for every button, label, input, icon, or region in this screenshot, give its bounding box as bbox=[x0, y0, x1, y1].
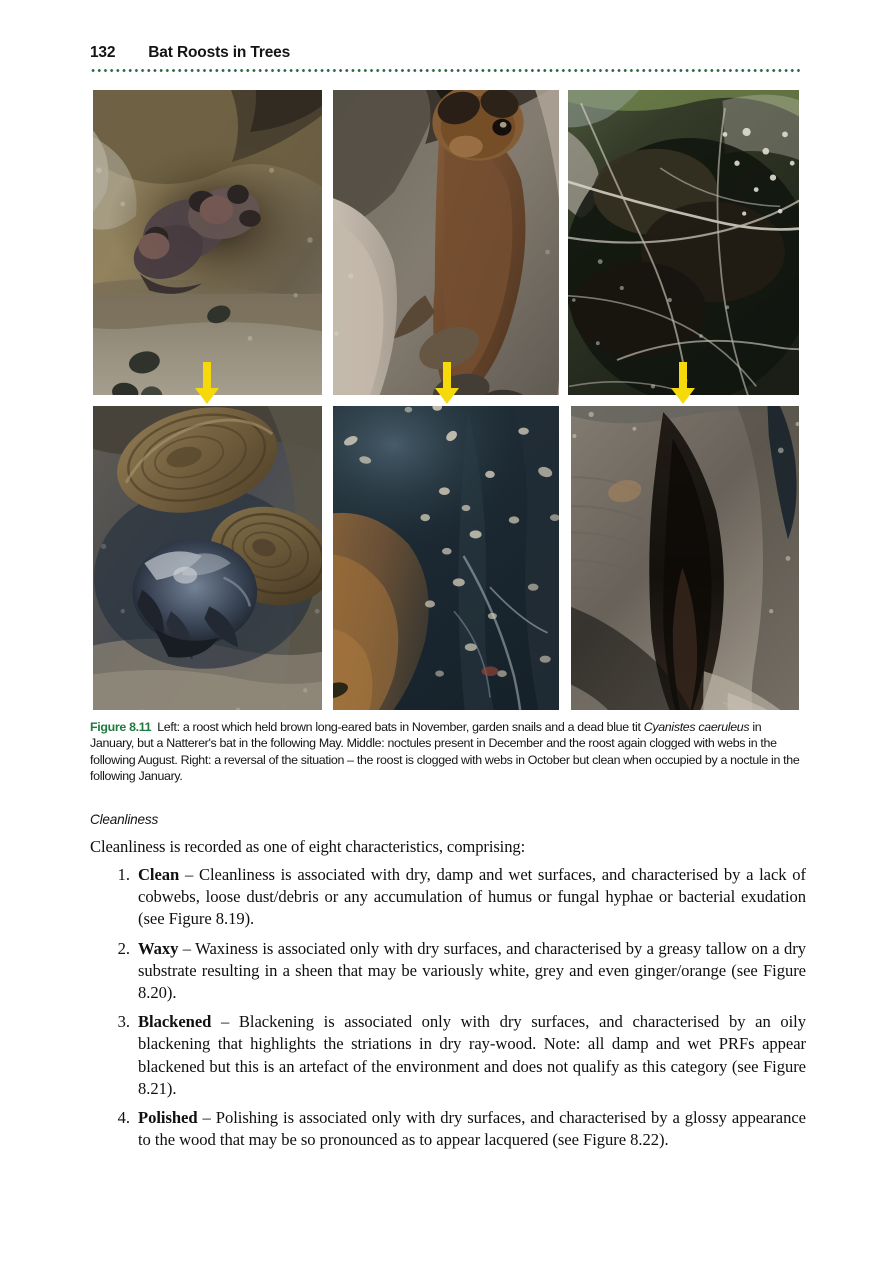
list-item bbox=[90, 1107, 806, 1151]
figure-photo-bottom-middle bbox=[333, 406, 559, 710]
section-intro-paragraph: Cleanliness is recorded as one of eight characteristics, comprising: bbox=[90, 837, 526, 856]
list-item bbox=[90, 938, 806, 1005]
list-item-term: Polished bbox=[138, 1108, 198, 1128]
list-item bbox=[90, 1011, 806, 1100]
header-dotted-rule bbox=[90, 69, 802, 72]
arrow-down-icon bbox=[434, 362, 460, 404]
figure-photo-bottom-left bbox=[93, 406, 322, 710]
list-item-text: – Cleanliness is associated with dry, damp and wet surfaces, and characterised by a lack of cobwebs, loose dust/debris or any accumulation of humus or fungal hyphae or bacterial exudation (see Figure 8.19). bbox=[138, 865, 806, 929]
figure-photo-top-left bbox=[93, 90, 322, 395]
list-item-term: Clean bbox=[138, 865, 180, 884]
list-item-text: – Polishing is associated only with dry surfaces, and characterised by a glossy appearance to the wood that may be so pronounced as to appear lacquered (see Figure 8.22). bbox=[138, 1108, 806, 1150]
arrow-down-icon bbox=[670, 362, 696, 404]
list-item-text: – Blackening is associated only with dry surfaces, and characterised by an oily blackening that highlights the striations in dry ray-wood. Note: all damp and wet PRFs appear blackened but this is an artefact of the environment and does not qualify as this category (see Figure 8.21). bbox=[138, 1012, 806, 1098]
list-item-term: Waxy bbox=[138, 938, 179, 958]
figure-image-grid bbox=[90, 90, 802, 710]
down-arrow-left bbox=[194, 362, 220, 404]
list-item bbox=[90, 864, 806, 931]
figure-caption-part2: in January, but a Natterer's bat in the following May. Middle: noctules present in December and the roost again clogged with webs in the following August. Right: a reversal of the situation – the roost is clogged with webs in October but clean when occupied by a noctule in the following January. bbox=[90, 720, 800, 784]
figure-photo-top-right bbox=[568, 90, 799, 395]
page-header bbox=[90, 44, 800, 62]
list-item-term: Blackened bbox=[138, 1012, 212, 1032]
down-arrow-right bbox=[670, 362, 696, 404]
page-number: 132 bbox=[90, 44, 116, 61]
cleanliness-characteristics-list bbox=[90, 864, 806, 1158]
figure-caption bbox=[90, 719, 803, 785]
list-item-number: 4. bbox=[117, 1108, 130, 1128]
down-arrow-middle bbox=[434, 362, 460, 404]
figure-label: Figure 8.11 bbox=[90, 720, 152, 734]
list-item-number: 3. bbox=[117, 1012, 130, 1032]
list-item-number: 2. bbox=[117, 938, 130, 958]
figure-photo-top-middle bbox=[333, 90, 559, 395]
list-item-text: – Waxiness is associated only with dry surfaces, and characterised by a greasy tallow on a dry substrate resulting in a sheen that may be variously white, grey and even ginger/orange (see Figure 8.20). bbox=[138, 938, 806, 1003]
figure-caption-species: Cyanistes caeruleus bbox=[643, 720, 750, 734]
section-subheading: Cleanliness bbox=[90, 812, 159, 827]
figure-photo-bottom-right bbox=[571, 406, 799, 710]
list-item-number: 1. bbox=[117, 865, 130, 884]
running-title: Bat Roosts in Trees bbox=[148, 44, 291, 61]
arrow-down-icon bbox=[194, 362, 220, 404]
figure-caption-part1: Left: a roost which held brown long-eared bats in November, garden snails and a dead blue tit bbox=[157, 720, 644, 734]
